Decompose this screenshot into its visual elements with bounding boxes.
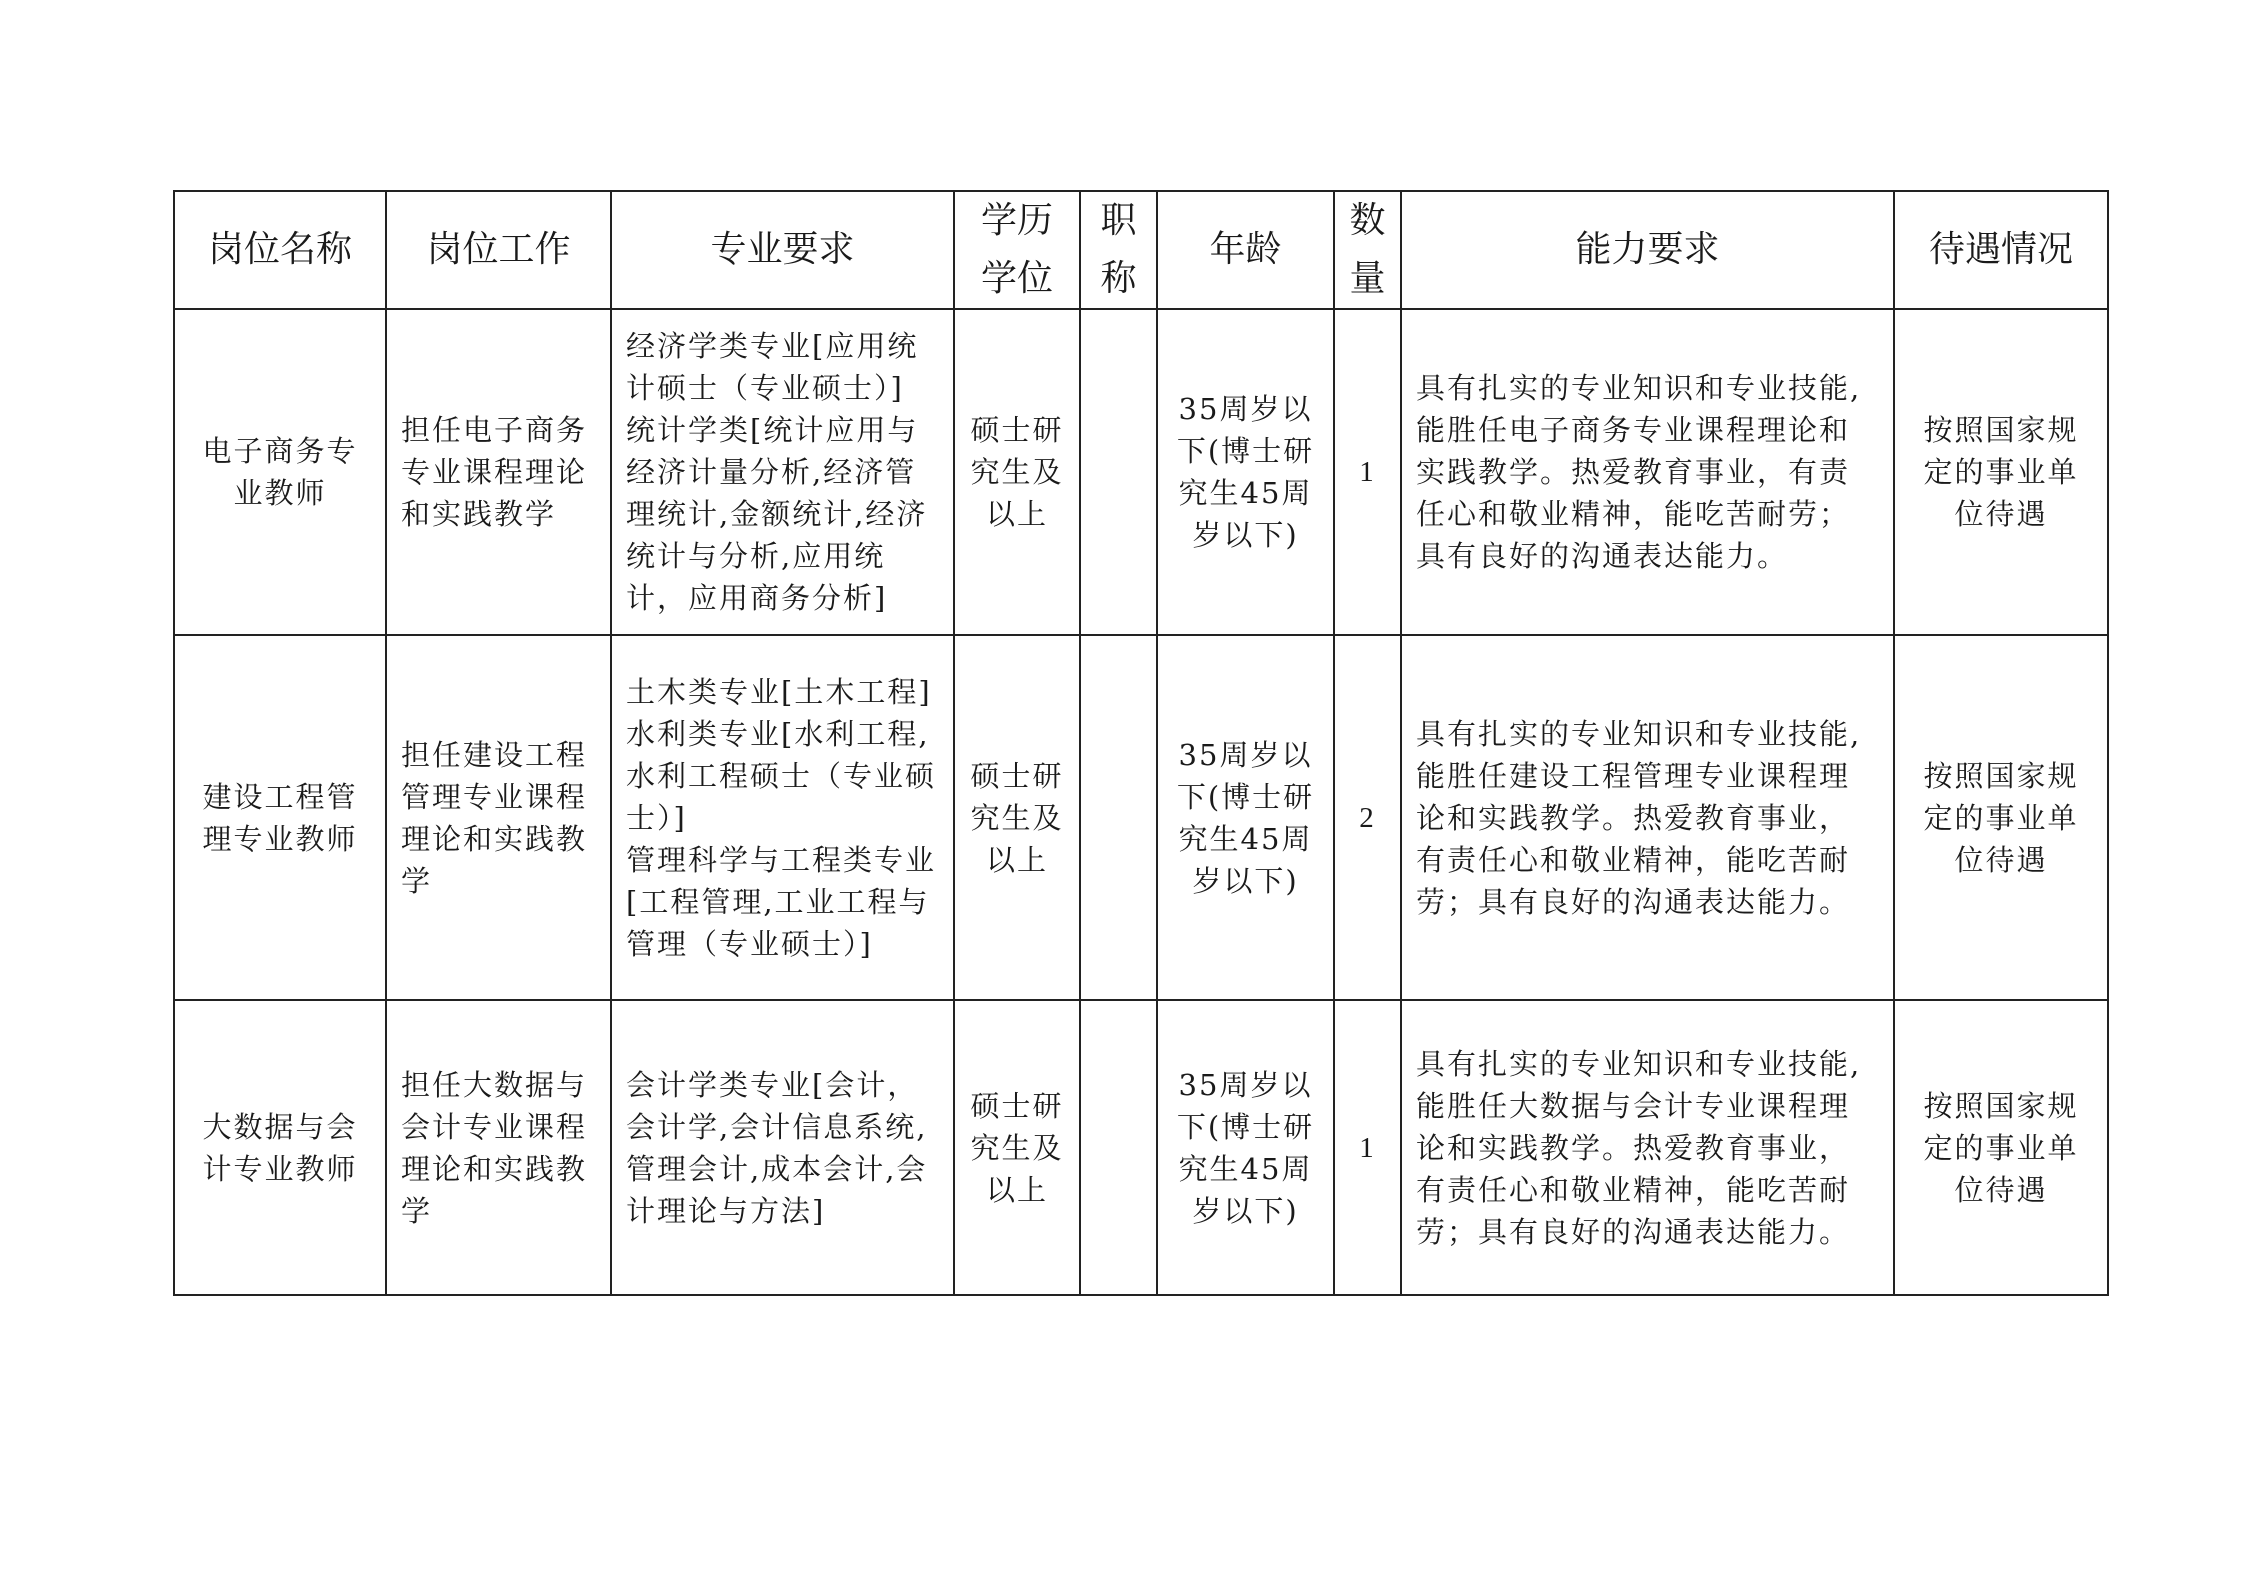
header-title: 职 称 (1080, 191, 1157, 309)
treatment-cell: 按照国家规定的事业单位待遇 (1894, 1000, 2108, 1295)
position-cell: 电子商务专业教师 (174, 309, 386, 635)
ability-cell: 具有扎实的专业知识和专业技能,能胜任建设工程管理专业课程理论和实践教学。热爱教育事业，有责任心和敬业精神，能吃苦耐劳；具有良好的沟通表达能力。 (1401, 635, 1894, 1000)
duty-cell: 担任电子商务专业课程理论和实践教学 (386, 309, 611, 635)
position-cell: 建设工程管理专业教师 (174, 635, 386, 1000)
header-treatment: 待遇情况 (1894, 191, 2108, 309)
duty-cell: 担任建设工程管理专业课程理论和实践教学 (386, 635, 611, 1000)
header-ability: 能力要求 (1401, 191, 1894, 309)
age-cell: 35周岁以下(博士研究生45周岁以下) (1157, 309, 1334, 635)
title-cell (1080, 1000, 1157, 1295)
header-education: 学历 学位 (954, 191, 1080, 309)
header-count: 数 量 (1334, 191, 1401, 309)
major-line: 统计学类[统计应用与经济计量分析,经济管理统计,金额统计,经济统计与分析,应用统计，应用商务分析] (626, 413, 928, 615)
title-cell (1080, 635, 1157, 1000)
education-cell: 硕士研究生及以上 (954, 635, 1080, 1000)
header-major: 专业要求 (611, 191, 954, 309)
age-cell: 35周岁以下(博士研究生45周岁以下) (1157, 1000, 1334, 1295)
ability-cell: 具有扎实的专业知识和专业技能,能胜任大数据与会计专业课程理论和实践教学。热爱教育事业，有责任心和敬业精神，能吃苦耐劳；具有良好的沟通表达能力。 (1401, 1000, 1894, 1295)
treatment-cell: 按照国家规定的事业单位待遇 (1894, 309, 2108, 635)
table-row (174, 635, 2108, 1000)
education-cell: 硕士研究生及以上 (954, 309, 1080, 635)
table-body (174, 309, 2108, 1295)
recruitment-table (173, 190, 2109, 1296)
major-line: 经济学类专业[应用统计硕士（专业硕士）] (626, 329, 919, 405)
age-cell: 35周岁以下(博士研究生45周岁以下) (1157, 635, 1334, 1000)
header-duty: 岗位工作 (386, 191, 611, 309)
major-line: 会计学类专业[会计，会计学,会计信息系统,管理会计,成本会计,会计理论与方法] (626, 1067, 928, 1228)
education-cell: 硕士研究生及以上 (954, 1000, 1080, 1295)
major-line: 水利类专业[水利工程,水利工程硕士（专业硕士）] (626, 716, 937, 835)
major-line: 土木类专业[土木工程] (626, 674, 932, 709)
duty-cell: 担任大数据与会计专业课程理论和实践教学 (386, 1000, 611, 1295)
table-header (174, 191, 2108, 309)
count-cell: 1 (1334, 309, 1401, 635)
count-cell: 1 (1334, 1000, 1401, 1295)
position-cell: 大数据与会计专业教师 (174, 1000, 386, 1295)
major-cell (611, 635, 954, 1000)
major-line: 管理科学与工程类专业[工程管理,工业工程与管理（专业硕士）] (626, 842, 937, 961)
treatment-cell: 按照国家规定的事业单位待遇 (1894, 635, 2108, 1000)
count-cell: 2 (1334, 635, 1401, 1000)
major-cell (611, 309, 954, 635)
table-row (174, 1000, 2108, 1295)
title-cell (1080, 309, 1157, 635)
table-row (174, 309, 2108, 635)
header-position: 岗位名称 (174, 191, 386, 309)
major-cell (611, 1000, 954, 1295)
ability-cell: 具有扎实的专业知识和专业技能,能胜任电子商务专业课程理论和实践教学。热爱教育事业，有责任心和敬业精神，能吃苦耐劳；具有良好的沟通表达能力。 (1401, 309, 1894, 635)
header-age: 年龄 (1157, 191, 1334, 309)
